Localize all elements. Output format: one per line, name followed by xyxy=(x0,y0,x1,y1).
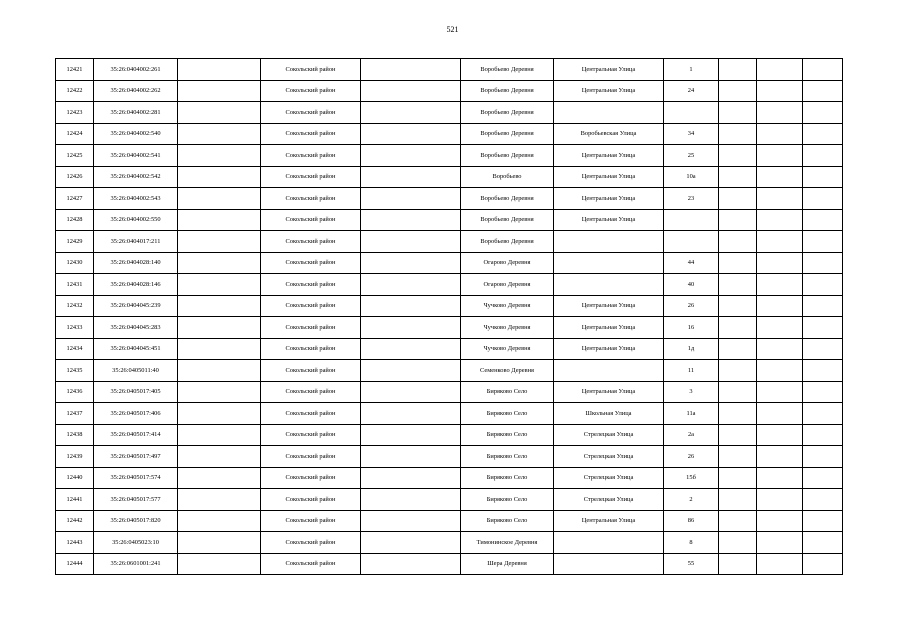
empty-cell xyxy=(803,166,843,188)
street-cell xyxy=(554,532,664,554)
settlement-cell: Биряково Село xyxy=(461,446,554,468)
empty-cell xyxy=(178,274,261,296)
empty-cell xyxy=(361,553,461,575)
cadastral-number-cell: 35:26:0601001:241 xyxy=(94,553,178,575)
empty-cell xyxy=(803,553,843,575)
empty-cell xyxy=(719,424,757,446)
district-cell: Сокольский район xyxy=(261,80,361,102)
settlement-cell: Воробьево Деревня xyxy=(461,209,554,231)
settlement-cell: Воробьево xyxy=(461,166,554,188)
table-row xyxy=(56,532,843,554)
row-number-cell: 12423 xyxy=(56,102,94,124)
cadastral-number-cell: 35:26:0404045:239 xyxy=(94,295,178,317)
empty-cell xyxy=(757,166,803,188)
settlement-cell: Воробьево Деревня xyxy=(461,80,554,102)
empty-cell xyxy=(757,231,803,253)
empty-cell xyxy=(178,59,261,81)
empty-cell xyxy=(178,424,261,446)
district-cell: Сокольский район xyxy=(261,424,361,446)
street-cell: Центральная Улица xyxy=(554,209,664,231)
empty-cell xyxy=(803,102,843,124)
table-row xyxy=(56,80,843,102)
house-number-cell: 10а xyxy=(664,166,719,188)
empty-cell xyxy=(803,59,843,81)
row-number-cell: 12430 xyxy=(56,252,94,274)
settlement-cell: Семенково Деревня xyxy=(461,360,554,382)
street-cell xyxy=(554,274,664,296)
district-cell: Сокольский район xyxy=(261,338,361,360)
cadastral-number-cell: 35:26:0405017:406 xyxy=(94,403,178,425)
empty-cell xyxy=(757,59,803,81)
row-number-cell: 12435 xyxy=(56,360,94,382)
settlement-cell: Биряково Село xyxy=(461,510,554,532)
empty-cell xyxy=(757,295,803,317)
table-row xyxy=(56,252,843,274)
row-number-cell: 12424 xyxy=(56,123,94,145)
empty-cell xyxy=(361,317,461,339)
empty-cell xyxy=(178,489,261,511)
cadastral-number-cell: 35:26:0405017:574 xyxy=(94,467,178,489)
street-cell xyxy=(554,360,664,382)
empty-cell xyxy=(361,188,461,210)
empty-cell xyxy=(757,467,803,489)
empty-cell xyxy=(757,80,803,102)
settlement-cell: Биряково Село xyxy=(461,381,554,403)
registry-body xyxy=(56,59,843,575)
empty-cell xyxy=(361,102,461,124)
house-number-cell xyxy=(664,209,719,231)
house-number-cell: 24 xyxy=(664,80,719,102)
settlement-cell: Огарово Деревня xyxy=(461,252,554,274)
district-cell: Сокольский район xyxy=(261,489,361,511)
cadastral-number-cell: 35:26:0405017:497 xyxy=(94,446,178,468)
empty-cell xyxy=(719,252,757,274)
house-number-cell: 40 xyxy=(664,274,719,296)
row-number-cell: 12440 xyxy=(56,467,94,489)
empty-cell xyxy=(803,403,843,425)
empty-cell xyxy=(178,123,261,145)
street-cell: Стрелецкая Улица xyxy=(554,446,664,468)
street-cell xyxy=(554,553,664,575)
table-row xyxy=(56,274,843,296)
empty-cell xyxy=(757,446,803,468)
empty-cell xyxy=(719,274,757,296)
page-number: 521 xyxy=(446,25,459,34)
empty-cell xyxy=(178,381,261,403)
row-number-cell: 12434 xyxy=(56,338,94,360)
empty-cell xyxy=(757,553,803,575)
district-cell: Сокольский район xyxy=(261,532,361,554)
empty-cell xyxy=(719,381,757,403)
empty-cell xyxy=(803,532,843,554)
district-cell: Сокольский район xyxy=(261,317,361,339)
table-row xyxy=(56,209,843,231)
house-number-cell: 23 xyxy=(664,188,719,210)
settlement-cell: Чучково Деревня xyxy=(461,317,554,339)
empty-cell xyxy=(757,403,803,425)
empty-cell xyxy=(719,532,757,554)
row-number-cell: 12429 xyxy=(56,231,94,253)
district-cell: Сокольский район xyxy=(261,360,361,382)
empty-cell xyxy=(803,467,843,489)
house-number-cell: 26 xyxy=(664,446,719,468)
settlement-cell: Биряково Село xyxy=(461,467,554,489)
cadastral-number-cell: 35:26:0405023:10 xyxy=(94,532,178,554)
row-number-cell: 12421 xyxy=(56,59,94,81)
house-number-cell: 34 xyxy=(664,123,719,145)
settlement-cell: Биряково Село xyxy=(461,403,554,425)
empty-cell xyxy=(757,209,803,231)
empty-cell xyxy=(719,80,757,102)
table-row xyxy=(56,467,843,489)
row-number-cell: 12443 xyxy=(56,532,94,554)
empty-cell xyxy=(178,510,261,532)
registry-table xyxy=(55,58,843,575)
cadastral-number-cell: 35:26:0405017:405 xyxy=(94,381,178,403)
empty-cell xyxy=(361,295,461,317)
empty-cell xyxy=(757,489,803,511)
empty-cell xyxy=(361,532,461,554)
empty-cell xyxy=(803,489,843,511)
empty-cell xyxy=(719,145,757,167)
district-cell: Сокольский район xyxy=(261,252,361,274)
district-cell: Сокольский район xyxy=(261,209,361,231)
empty-cell xyxy=(361,274,461,296)
empty-cell xyxy=(803,123,843,145)
empty-cell xyxy=(719,231,757,253)
house-number-cell: 26 xyxy=(664,295,719,317)
table-row xyxy=(56,510,843,532)
empty-cell xyxy=(178,231,261,253)
house-number-cell: 1д xyxy=(664,338,719,360)
empty-cell xyxy=(757,123,803,145)
cadastral-number-cell: 35:26:0404028:146 xyxy=(94,274,178,296)
house-number-cell: 15б xyxy=(664,467,719,489)
empty-cell xyxy=(178,338,261,360)
street-cell: Центральная Улица xyxy=(554,338,664,360)
empty-cell xyxy=(361,446,461,468)
empty-cell xyxy=(719,295,757,317)
row-number-cell: 12432 xyxy=(56,295,94,317)
empty-cell xyxy=(719,403,757,425)
house-number-cell: 55 xyxy=(664,553,719,575)
cadastral-number-cell: 35:26:0405017:577 xyxy=(94,489,178,511)
empty-cell xyxy=(757,145,803,167)
street-cell: Стрелецкая Улица xyxy=(554,467,664,489)
cadastral-number-cell: 35:26:0404002:261 xyxy=(94,59,178,81)
row-number-cell: 12437 xyxy=(56,403,94,425)
house-number-cell xyxy=(664,102,719,124)
district-cell: Сокольский район xyxy=(261,553,361,575)
empty-cell xyxy=(719,59,757,81)
street-cell xyxy=(554,102,664,124)
empty-cell xyxy=(361,166,461,188)
table-row xyxy=(56,166,843,188)
empty-cell xyxy=(361,489,461,511)
empty-cell xyxy=(361,510,461,532)
empty-cell xyxy=(361,381,461,403)
empty-cell xyxy=(178,166,261,188)
empty-cell xyxy=(719,188,757,210)
street-cell: Центральная Улица xyxy=(554,295,664,317)
empty-cell xyxy=(803,252,843,274)
empty-cell xyxy=(757,317,803,339)
street-cell: Воробьевская Улица xyxy=(554,123,664,145)
empty-cell xyxy=(178,360,261,382)
street-cell: Центральная Улица xyxy=(554,145,664,167)
empty-cell xyxy=(719,510,757,532)
row-number-cell: 12425 xyxy=(56,145,94,167)
settlement-cell: Воробьево Деревня xyxy=(461,102,554,124)
street-cell: Стрелецкая Улица xyxy=(554,489,664,511)
cadastral-number-cell: 35:26:0404002:541 xyxy=(94,145,178,167)
cadastral-number-cell: 35:26:0405017:820 xyxy=(94,510,178,532)
cadastral-number-cell: 35:26:0404002:550 xyxy=(94,209,178,231)
house-number-cell: 86 xyxy=(664,510,719,532)
settlement-cell: Биряково Село xyxy=(461,424,554,446)
row-number-cell: 12433 xyxy=(56,317,94,339)
district-cell: Сокольский район xyxy=(261,446,361,468)
house-number-cell: 44 xyxy=(664,252,719,274)
district-cell: Сокольский район xyxy=(261,510,361,532)
empty-cell xyxy=(719,338,757,360)
empty-cell xyxy=(757,252,803,274)
house-number-cell: 8 xyxy=(664,532,719,554)
empty-cell xyxy=(803,360,843,382)
house-number-cell: 3 xyxy=(664,381,719,403)
table-row xyxy=(56,360,843,382)
cadastral-number-cell: 35:26:0404002:281 xyxy=(94,102,178,124)
street-cell: Центральная Улица xyxy=(554,59,664,81)
empty-cell xyxy=(361,80,461,102)
district-cell: Сокольский район xyxy=(261,166,361,188)
cadastral-number-cell: 35:26:0404002:543 xyxy=(94,188,178,210)
district-cell: Сокольский район xyxy=(261,403,361,425)
empty-cell xyxy=(178,403,261,425)
empty-cell xyxy=(719,446,757,468)
empty-cell xyxy=(361,360,461,382)
empty-cell xyxy=(719,467,757,489)
table-row xyxy=(56,553,843,575)
settlement-cell: Чучково Деревня xyxy=(461,338,554,360)
street-cell: Центральная Улица xyxy=(554,80,664,102)
house-number-cell: 11а xyxy=(664,403,719,425)
empty-cell xyxy=(757,274,803,296)
empty-cell xyxy=(719,123,757,145)
empty-cell xyxy=(803,145,843,167)
district-cell: Сокольский район xyxy=(261,231,361,253)
table-row xyxy=(56,188,843,210)
street-cell: Стрелецкая Улица xyxy=(554,424,664,446)
table-row xyxy=(56,295,843,317)
settlement-cell: Огарово Деревня xyxy=(461,274,554,296)
empty-cell xyxy=(803,188,843,210)
empty-cell xyxy=(803,381,843,403)
empty-cell xyxy=(361,424,461,446)
empty-cell xyxy=(178,446,261,468)
empty-cell xyxy=(178,317,261,339)
empty-cell xyxy=(361,338,461,360)
empty-cell xyxy=(757,532,803,554)
empty-cell xyxy=(719,209,757,231)
street-cell: Центральная Улица xyxy=(554,188,664,210)
cadastral-number-cell: 35:26:0404002:262 xyxy=(94,80,178,102)
settlement-cell: Шера Деревня xyxy=(461,553,554,575)
empty-cell xyxy=(803,338,843,360)
cadastral-number-cell: 35:26:0404045:451 xyxy=(94,338,178,360)
cadastral-number-cell: 35:26:0404028:140 xyxy=(94,252,178,274)
row-number-cell: 12442 xyxy=(56,510,94,532)
table-row xyxy=(56,338,843,360)
empty-cell xyxy=(803,80,843,102)
empty-cell xyxy=(361,252,461,274)
settlement-cell: Тимонинское Деревня xyxy=(461,532,554,554)
settlement-cell: Воробьево Деревня xyxy=(461,145,554,167)
empty-cell xyxy=(178,209,261,231)
empty-cell xyxy=(803,317,843,339)
empty-cell xyxy=(178,295,261,317)
district-cell: Сокольский район xyxy=(261,274,361,296)
settlement-cell: Чучково Деревня xyxy=(461,295,554,317)
empty-cell xyxy=(361,209,461,231)
empty-cell xyxy=(361,467,461,489)
row-number-cell: 12431 xyxy=(56,274,94,296)
row-number-cell: 12436 xyxy=(56,381,94,403)
empty-cell xyxy=(757,510,803,532)
table-row xyxy=(56,123,843,145)
table-row xyxy=(56,446,843,468)
district-cell: Сокольский район xyxy=(261,145,361,167)
house-number-cell: 16 xyxy=(664,317,719,339)
house-number-cell xyxy=(664,231,719,253)
district-cell: Сокольский район xyxy=(261,188,361,210)
empty-cell xyxy=(178,553,261,575)
table-row xyxy=(56,489,843,511)
empty-cell xyxy=(757,381,803,403)
district-cell: Сокольский район xyxy=(261,59,361,81)
table-row xyxy=(56,102,843,124)
empty-cell xyxy=(719,553,757,575)
empty-cell xyxy=(757,102,803,124)
empty-cell xyxy=(361,145,461,167)
table-row xyxy=(56,59,843,81)
empty-cell xyxy=(757,338,803,360)
district-cell: Сокольский район xyxy=(261,381,361,403)
cadastral-number-cell: 35:26:0405017:414 xyxy=(94,424,178,446)
house-number-cell: 11 xyxy=(664,360,719,382)
empty-cell xyxy=(719,102,757,124)
empty-cell xyxy=(803,274,843,296)
empty-cell xyxy=(803,424,843,446)
empty-cell xyxy=(757,188,803,210)
empty-cell xyxy=(803,295,843,317)
district-cell: Сокольский район xyxy=(261,467,361,489)
street-cell: Центральная Улица xyxy=(554,317,664,339)
empty-cell xyxy=(178,80,261,102)
empty-cell xyxy=(178,252,261,274)
empty-cell xyxy=(757,424,803,446)
row-number-cell: 12438 xyxy=(56,424,94,446)
empty-cell xyxy=(803,209,843,231)
district-cell: Сокольский район xyxy=(261,295,361,317)
street-cell: Центральная Улица xyxy=(554,166,664,188)
house-number-cell: 2а xyxy=(664,424,719,446)
cadastral-number-cell: 35:26:0404045:283 xyxy=(94,317,178,339)
empty-cell xyxy=(719,317,757,339)
empty-cell xyxy=(803,510,843,532)
settlement-cell: Биряково Село xyxy=(461,489,554,511)
empty-cell xyxy=(719,360,757,382)
cadastral-number-cell: 35:26:0404002:540 xyxy=(94,123,178,145)
street-cell: Центральная Улица xyxy=(554,510,664,532)
district-cell: Сокольский район xyxy=(261,123,361,145)
empty-cell xyxy=(178,102,261,124)
empty-cell xyxy=(178,467,261,489)
row-number-cell: 12428 xyxy=(56,209,94,231)
cadastral-number-cell: 35:26:0404002:542 xyxy=(94,166,178,188)
empty-cell xyxy=(361,231,461,253)
cadastral-number-cell: 35:26:0405011:40 xyxy=(94,360,178,382)
empty-cell xyxy=(178,188,261,210)
row-number-cell: 12422 xyxy=(56,80,94,102)
house-number-cell: 25 xyxy=(664,145,719,167)
row-number-cell: 12426 xyxy=(56,166,94,188)
table-row xyxy=(56,317,843,339)
empty-cell xyxy=(719,489,757,511)
row-number-cell: 12444 xyxy=(56,553,94,575)
settlement-cell: Воробьево Деревня xyxy=(461,188,554,210)
table-row xyxy=(56,145,843,167)
settlement-cell: Воробьево Деревня xyxy=(461,59,554,81)
house-number-cell: 1 xyxy=(664,59,719,81)
settlement-cell: Воробьево Деревня xyxy=(461,231,554,253)
street-cell: Центральная Улица xyxy=(554,381,664,403)
row-number-cell: 12439 xyxy=(56,446,94,468)
empty-cell xyxy=(361,59,461,81)
empty-cell xyxy=(361,123,461,145)
street-cell: Школьная Улица xyxy=(554,403,664,425)
table-row xyxy=(56,231,843,253)
empty-cell xyxy=(803,446,843,468)
empty-cell xyxy=(757,360,803,382)
row-number-cell: 12441 xyxy=(56,489,94,511)
table-row xyxy=(56,403,843,425)
row-number-cell: 12427 xyxy=(56,188,94,210)
settlement-cell: Воробьево Деревня xyxy=(461,123,554,145)
table-row xyxy=(56,381,843,403)
street-cell xyxy=(554,231,664,253)
empty-cell xyxy=(178,145,261,167)
district-cell: Сокольский район xyxy=(261,102,361,124)
empty-cell xyxy=(178,532,261,554)
street-cell xyxy=(554,252,664,274)
house-number-cell: 2 xyxy=(664,489,719,511)
empty-cell xyxy=(803,231,843,253)
table-row xyxy=(56,424,843,446)
cadastral-number-cell: 35:26:0404017:211 xyxy=(94,231,178,253)
empty-cell xyxy=(361,403,461,425)
empty-cell xyxy=(719,166,757,188)
